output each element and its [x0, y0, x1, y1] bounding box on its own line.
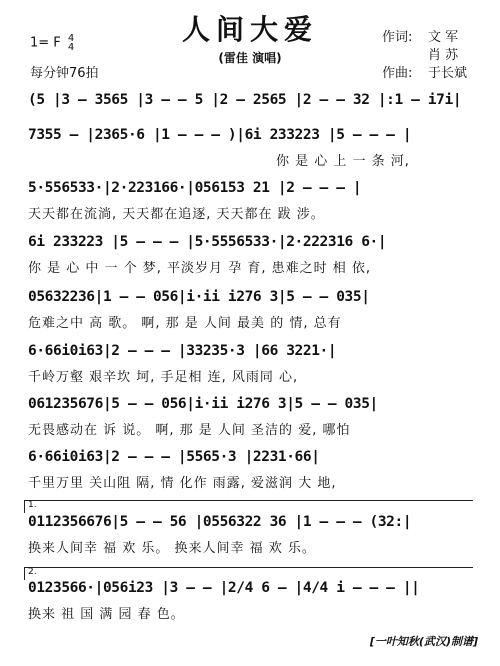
ending-2-number: 2. [28, 567, 37, 577]
time-signature [68, 34, 74, 52]
ending-2-bracket [24, 567, 473, 580]
score-lyrics-10: 换来 祖 国 满 园 春 色。 [28, 607, 185, 622]
key-signature [30, 34, 74, 52]
score-lyrics-5: 危难之中 高 歌。 啊, 那 是 人间 最美 的 情, 总有 [28, 316, 342, 331]
score-notes-5: 05632236|1 — — 056|i·ii i276 3|5 — — 035| [28, 289, 370, 305]
score-lyrics-7: 无畏感动在 诉 说。 啊, 那 是 人间 圣洁的 爱, 哪怕 [28, 423, 351, 438]
score-notes-4: 6i 233223 |5 — — — |5·5556533·|2·222316 6·| [28, 234, 387, 250]
time-numerator: 4 [67, 33, 75, 44]
lyricist-label: 作词: [382, 30, 413, 45]
lyricist-1: 文 军 [428, 30, 459, 45]
score-notes-3: 5·556533·|2·223166·|056153 21 |2 — — — | [28, 180, 362, 196]
key-label: 1= F [30, 35, 61, 51]
score-lyrics-8: 千里万里 关山阻 隔, 情 化作 雨露, 爱滋润 大 地, [28, 476, 337, 491]
score-lyrics-9: 换来人间幸 福 欢 乐。 换来人间幸 福 欢 乐。 [28, 541, 316, 556]
score-notes-2: 7355 — |2365·6 |1 — — — )|6i 233223 |5 — — — | [28, 127, 412, 143]
score-notes-7: 061235676|5 — — 056|i·ii i276 3|5 — — 035| [28, 396, 378, 412]
score-lyrics-2: 你 是 心 上 一 条 河, [276, 154, 410, 169]
score-lyrics-6: 千岭万壑 艰辛坎 坷, 手足相 连, 风雨同 心, [28, 370, 299, 385]
score-notes-9: 0112356676|5 — — 56 |0556322 36 |1 — — — (32:| [28, 514, 412, 530]
tempo-mark: 每分钟76拍 [30, 66, 99, 81]
score-notes-10: 0123566·|056i23 |3 — — |2/4 6 — |4/4 i — — — || [28, 580, 420, 596]
transcriber-credit: [一叶知秋(武汉)制谱] [369, 635, 478, 648]
score-lyrics-3: 天天都在流淌, 天天都在追逐, 天天都在 跋 涉。 [28, 207, 325, 222]
ending-1-number: 1. [28, 500, 37, 510]
score-lyrics-4: 你 是 心 中 一 个 梦, 平淡岁月 孕 育, 患难之时 相 依, [28, 261, 371, 276]
score-notes-1: (5 |3 — 3565 |3 — — 5 |2 — 2565 |2 — — 32 |:1 — i7i| [28, 92, 462, 108]
composer-name: 于长斌 [428, 66, 468, 81]
singer-credit: (雷佳 演唱) [218, 51, 282, 65]
song-title: 人间大爱 [181, 13, 318, 46]
time-denominator: 4 [67, 42, 75, 53]
lyricist-2: 肖 苏 [428, 48, 459, 63]
score-notes-8: 6·66i0i63|2 — — — |5565·3 |2231·66| [28, 449, 320, 465]
ending-1-bracket [24, 500, 473, 513]
composer-label: 作曲: [382, 66, 413, 81]
score-notes-6: 6·66i0i63|2 — — — |33235·3 |66 3221·| [28, 343, 337, 359]
